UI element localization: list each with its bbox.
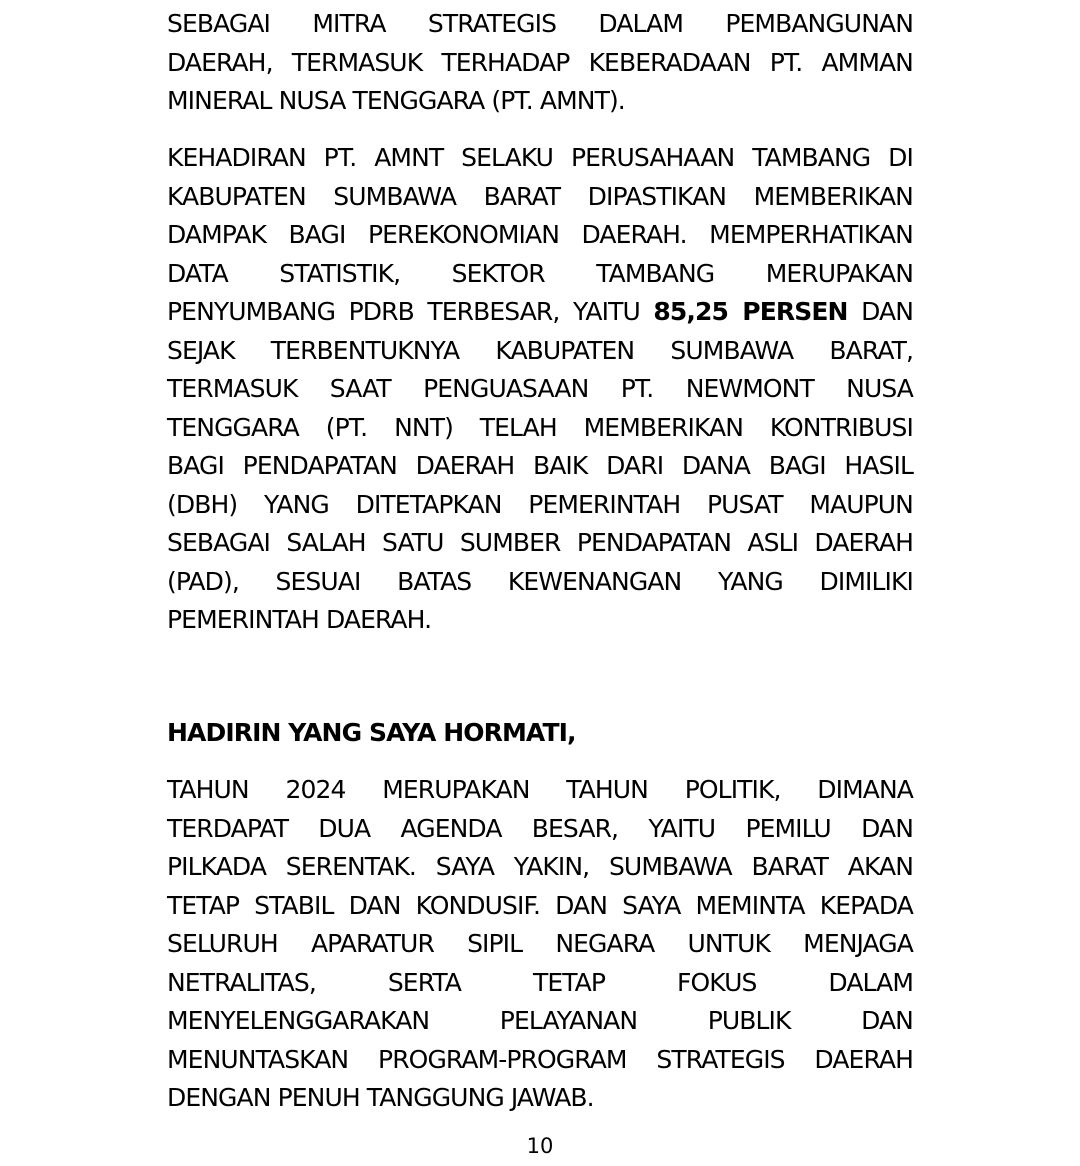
text-line: KABUPATEN SUMBAWA BARAT DIPASTIKAN MEMBERIKAN <box>167 181 913 211</box>
paragraph-mitra-strategis <box>167 5 913 121</box>
paragraph-kehadiran-amnt <box>167 139 913 640</box>
text-line: BAGI PENDAPATAN DAERAH BAIK DARI DANA BAGI HASIL <box>167 451 913 480</box>
text-line: NETRALITAS, SERTA TETAP FOKUS DALAM <box>167 967 913 997</box>
text-line: TERDAPAT DUA AGENDA BESAR, YAITU PEMILU DAN <box>167 813 913 843</box>
text-line: DAERAH, TERMASUK TERHADAP KEBERADAAN PT. AMMAN <box>167 47 913 77</box>
text-line: DATA STATISTIK, SEKTOR TAMBANG MERUPAKAN <box>167 258 913 288</box>
text-line: MENUNTASKAN PROGRAM-PROGRAM STRATEGIS DAERAH <box>167 1044 913 1074</box>
text-line: SEJAK TERBENTUKNYA KABUPATEN SUMBAWA BARAT, <box>167 335 913 365</box>
text-line: MENYELENGGARAKAN PELAYANAN PUBLIK DAN <box>167 1006 913 1035</box>
text-line: SEBAGAI SALAH SATU SUMBER PENDAPATAN ASLI DAERAH <box>167 528 913 557</box>
paragraph-tahun-politik <box>167 771 913 1118</box>
text-line: MINERAL NUSA TENGGARA (PT. AMNT). <box>167 86 625 115</box>
text-line: DAMPAK BAGI PEREKONOMIAN DAERAH. MEMPERHATIKAN <box>167 220 913 249</box>
text-segment: DAN <box>861 297 913 326</box>
text-line: TENGGARA (PT. NNT) TELAH MEMBERIKAN KONTRIBUSI <box>167 412 913 442</box>
text-line: (DBH) YANG DITETAPKAN PEMERINTAH PUSAT MAUPUN <box>167 489 913 519</box>
text-line-pdrb <box>167 293 913 332</box>
pdrb-percentage-bold: 85,25 PERSEN <box>653 297 848 326</box>
text-segment: PENYUMBANG PDRB TERBESAR, YAITU <box>167 297 640 326</box>
section-heading: HADIRIN YANG SAYA HORMATI, <box>167 718 576 747</box>
text-line: (PAD), SESUAI BATAS KEWENANGAN YANG DIMILIKI <box>167 566 913 596</box>
text-line: SELURUH APARATUR SIPIL NEGARA UNTUK MENJAGA <box>167 929 913 958</box>
text-line: TETAP STABIL DAN KONDUSIF. DAN SAYA MEMINTA KEPADA <box>167 890 913 920</box>
text-line: SEBAGAI MITRA STRATEGIS DALAM PEMBANGUNAN <box>167 9 913 38</box>
text-line: KEHADIRAN PT. AMNT SELAKU PERUSAHAAN TAMBANG DI <box>167 143 913 172</box>
text-line: PILKADA SERENTAK. SAYA YAKIN, SUMBAWA BARAT AKAN <box>167 852 913 881</box>
text-line: PEMERINTAH DAERAH. <box>167 605 432 634</box>
text-line: DENGAN PENUH TANGGUNG JAWAB. <box>167 1083 594 1112</box>
text-line: TERMASUK SAAT PENGUASAAN PT. NEWMONT NUSA <box>167 374 913 403</box>
text-line: TAHUN 2024 MERUPAKAN TAHUN POLITIK, DIMANA <box>167 775 913 804</box>
page-number: 10 <box>526 1134 554 1158</box>
